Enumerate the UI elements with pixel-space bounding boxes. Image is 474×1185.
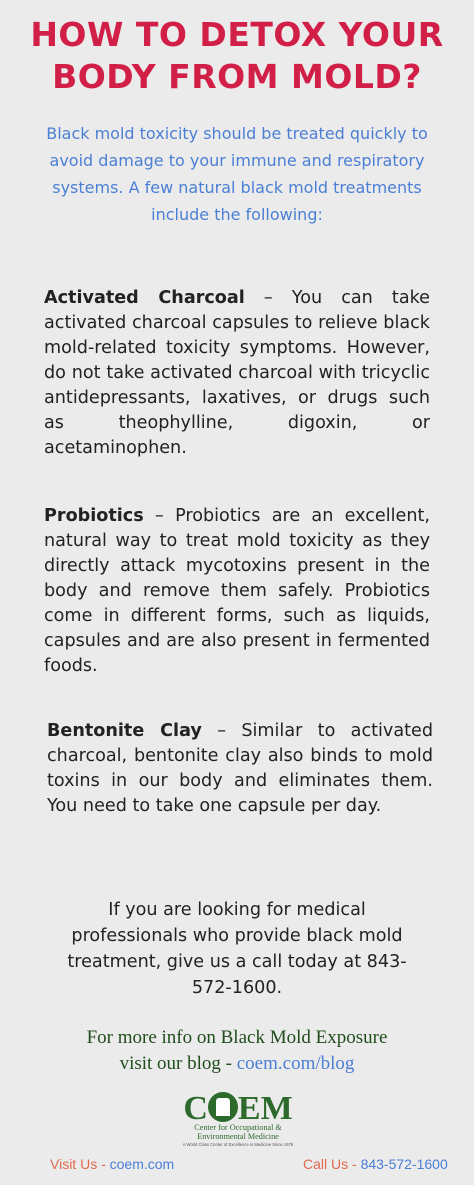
logo-subtitle-line-1: Center for Occupational & [194,1123,282,1132]
page-title [0,14,474,98]
treatment-activated-charcoal [44,286,430,461]
title-line-1: HOW TO DETOX YOUR [30,15,444,54]
footer-call-label: Call Us - [303,1156,361,1172]
phone-link[interactable]: 843-572-1600 [360,1156,448,1172]
blog-promo-prefix: visit our blog - [119,1053,237,1074]
blog-promo [20,1025,454,1077]
blog-link[interactable]: coem.com/blog [236,1053,355,1074]
treatment-name: Probiotics [44,506,144,526]
intro-text: Black mold toxicity should be treated quickly to avoid damage to your immune and respiratory systems. A few natural black mold treatments include the following: [46,124,428,224]
call-to-action-text: If you are looking for medical professionals who provide black mold treatment, give us a call today at 843-572-1600. [67,900,407,998]
blog-promo-line-1: For more info on Black Mold Exposure [86,1027,388,1048]
footer-visit [50,1155,174,1173]
logo-letter-c: C [183,1090,208,1127]
treatment-description: – Similar to activated charcoal, bentonite clay also binds to mold toxins in our body and eliminates them. You need to take one capsule per day. [47,721,433,816]
treatment-name: Activated Charcoal [44,288,245,308]
logo-subtitle [182,1123,294,1141]
treatment-bentonite-clay [47,719,433,819]
footer-call [303,1155,448,1173]
treatment-name: Bentonite Clay [47,721,202,741]
logo-subtitle-line-2: Environmental Medicine [197,1132,279,1141]
treatment-description: – You can take activated charcoal capsules to relieve black mold-related toxicity symptoms. However, do not take activated charcoal with tricyclic antidepressants, laxatives, or drugs such as theophylline, digoxin, or acetaminophen. [44,288,430,458]
treatment-description: – Probiotics are an excellent, natural way to treat mold toxicity as they directly attack mycotoxins present in the body and remove them safely. Probiotics come in different forms, such as liquids, capsules and are also present in fermented foods. [44,506,430,676]
building-icon [208,1092,238,1122]
logo-wordmark [182,1092,294,1126]
title-line-2: BODY FROM MOLD? [52,57,422,96]
coem-logo [182,1092,294,1148]
logo-letter-m: M [260,1090,293,1127]
treatment-probiotics [44,504,430,679]
logo-letter-e: E [237,1090,261,1127]
footer-visit-label: Visit Us - [50,1156,110,1172]
website-link[interactable]: coem.com [109,1156,175,1172]
logo-tagline: A World Class Center of Excellence in Medicine Since 1976 [182,1142,294,1147]
